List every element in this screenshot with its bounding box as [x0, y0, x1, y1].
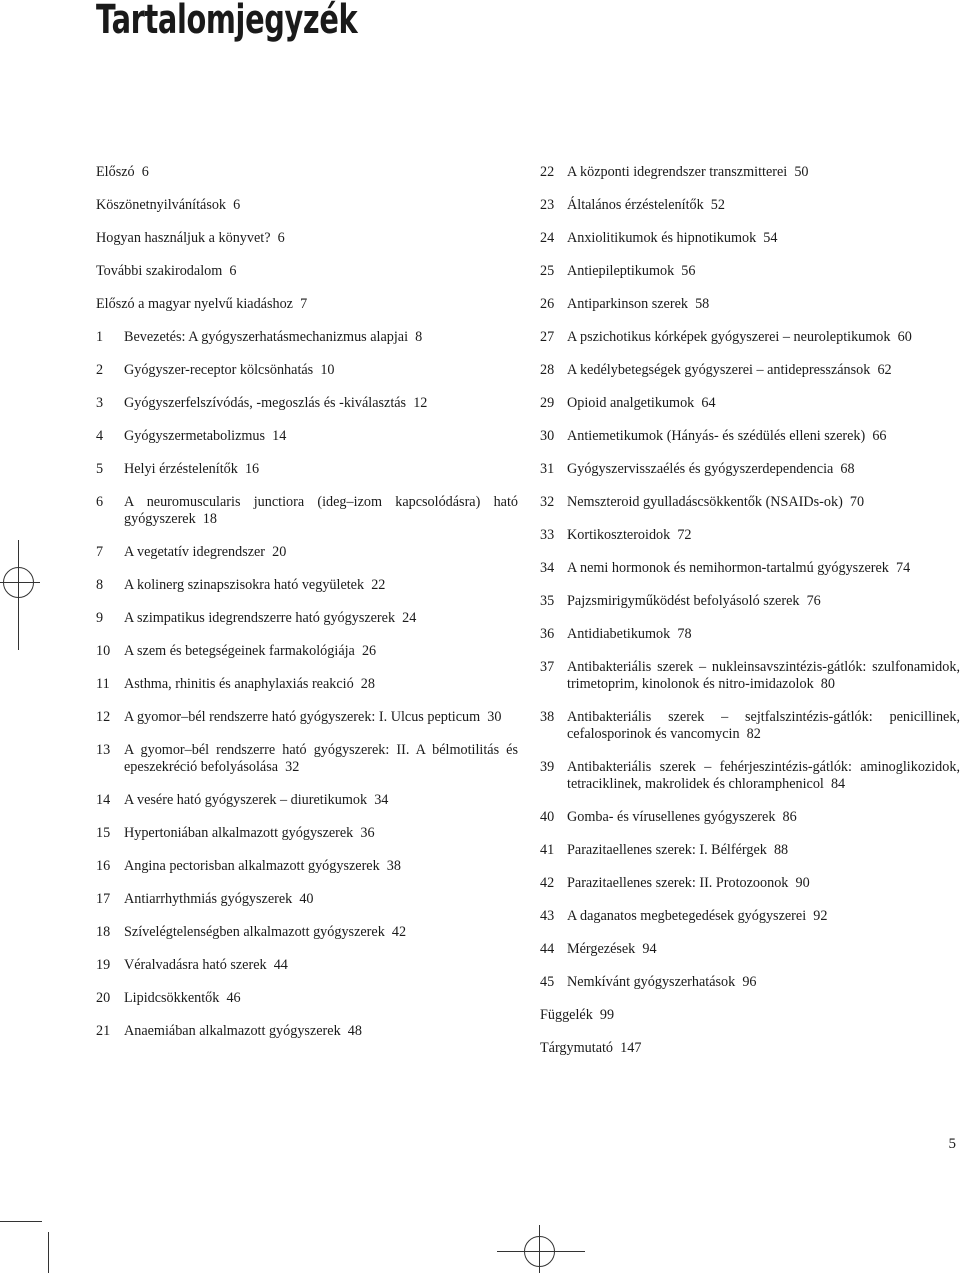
toc-entry	[540, 197, 960, 214]
chapter-number: 6	[96, 494, 104, 510]
toc-entry	[540, 428, 960, 445]
chapter-title: A kedélybetegségek gyógyszerei – antidepresszánsok	[567, 362, 871, 378]
toc-entry	[96, 544, 518, 561]
chapter-number: 15	[96, 825, 111, 841]
chapter-number: 26	[540, 296, 555, 312]
chapter-number: 31	[540, 461, 555, 477]
toc-entry	[540, 809, 960, 826]
toc-entry	[96, 197, 518, 214]
toc-entry	[540, 461, 960, 478]
chapter-number: 5	[96, 461, 104, 477]
chapter-title-line	[96, 296, 518, 313]
chapter-title-line	[567, 709, 960, 743]
chapter-page: 26	[361, 643, 377, 659]
chapter-title: Függelék	[540, 1007, 593, 1023]
toc-entry	[96, 1023, 518, 1040]
toc-entry	[540, 1040, 960, 1057]
chapter-number: 2	[96, 362, 104, 378]
chapter-title-line	[567, 263, 960, 280]
chapter-title: Tárgymutató	[540, 1040, 614, 1056]
chapter-page: 62	[877, 362, 892, 378]
chapter-title-line	[567, 659, 960, 693]
chapter-title-line	[567, 461, 960, 478]
toc-entry	[96, 494, 518, 528]
chapter-number: 39	[540, 759, 555, 775]
chapter-page: 86	[782, 809, 797, 825]
chapter-title-line	[124, 494, 518, 528]
toc-entry	[96, 395, 518, 412]
toc-entry	[96, 825, 518, 842]
chapter-title: Antibakteriális szerek – fehérjeszintézis-gátlók: aminoglikozidok, tetraciklinek, makrolidek és chloramphenicol	[567, 759, 960, 792]
chapter-title: A vegetatív idegrendszer	[124, 544, 266, 560]
chapter-page: 70	[849, 494, 865, 510]
chapter-title: Angina pectorisban alkalmazott gyógyszerek	[124, 858, 380, 874]
chapter-number: 18	[96, 924, 111, 940]
chapter-title-line	[567, 809, 960, 826]
chapter-title-line	[124, 891, 518, 908]
toc-entry	[96, 792, 518, 809]
chapter-page: 32	[285, 759, 300, 775]
chapter-title: Antibakteriális szerek – nukleinsavszintézis-gátlók: szulfonamidok, trimetoprim, kinolonok és nitro-imidazolok	[567, 659, 960, 692]
chapter-page: 72	[677, 527, 692, 543]
chapter-title: Hypertoniában alkalmazott gyógyszerek	[124, 825, 354, 841]
chapter-number: 28	[540, 362, 555, 378]
chapter-title-line	[96, 164, 518, 181]
chapter-page: 76	[806, 593, 821, 609]
chapter-title: Antiemetikumok (Hányás- és szédülés elleni szerek)	[567, 428, 866, 444]
chapter-title-line	[567, 842, 960, 859]
chapter-page: 64	[701, 395, 716, 411]
chapter-title-line	[567, 428, 960, 445]
chapter-number: 24	[540, 230, 555, 246]
chapter-title: Antidiabetikumok	[567, 626, 671, 642]
chapter-title: Általános érzéstelenítők	[567, 197, 704, 213]
chapter-title-line	[124, 461, 518, 478]
chapter-title: A neuromuscularis junctiora (ideg–izom kapcsolódásra) ható gyógyszerek	[124, 494, 518, 527]
toc-entry	[540, 659, 960, 693]
chapter-title: A kolinerg szinapszisokra ható vegyületek	[124, 577, 365, 593]
chapter-title-line	[124, 643, 518, 660]
chapter-title: Köszönetnyilvánítások	[96, 197, 227, 213]
chapter-title: Antibakteriális szerek – sejtfalszintézis-gátlók: penicillinek, cefalosporinok és vancomycin	[567, 709, 960, 742]
chapter-number: 11	[96, 676, 110, 692]
chapter-number: 37	[540, 659, 555, 675]
toc-entry	[96, 230, 518, 247]
chapter-title: Antiparkinson szerek	[567, 296, 688, 312]
chapter-title: Pajzsmirigyműködést befolyásoló szerek	[567, 593, 800, 609]
chapter-page: 78	[677, 626, 692, 642]
chapter-page: 46	[226, 990, 241, 1006]
chapter-number: 8	[96, 577, 104, 593]
chapter-page: 147	[620, 1040, 642, 1056]
chapter-page: 60	[897, 329, 912, 345]
chapter-title: Mérgezések	[567, 941, 636, 957]
chapter-page: 24	[402, 610, 417, 626]
chapter-page: 84	[830, 776, 846, 792]
chapter-title-line	[96, 263, 518, 280]
toc-entry	[540, 1007, 960, 1024]
chapter-page: 6	[141, 164, 149, 180]
toc-entry	[96, 610, 518, 627]
chapter-number: 9	[96, 610, 104, 626]
toc-entry	[540, 842, 960, 859]
chapter-page: 52	[710, 197, 725, 213]
chapter-page: 34	[374, 792, 389, 808]
toc-entry	[96, 362, 518, 379]
chapter-title: Parazitaellenes szerek: II. Protozoonok	[567, 875, 789, 891]
toc-entry	[540, 908, 960, 925]
chapter-title-line	[124, 428, 518, 445]
chapter-number: 45	[540, 974, 555, 990]
chapter-title: A vesére ható gyógyszerek – diuretikumok	[124, 792, 368, 808]
chapter-title-line	[124, 676, 518, 693]
chapter-title-line	[124, 990, 518, 1007]
chapter-title: Gyógyszer-receptor kölcsönhatás	[124, 362, 314, 378]
chapter-number: 3	[96, 395, 104, 411]
chapter-number: 13	[96, 742, 111, 758]
chapter-number: 38	[540, 709, 555, 725]
toc-entry	[96, 461, 518, 478]
chapter-title: Előszó a magyar nyelvű kiadáshoz	[96, 296, 293, 312]
chapter-title-line	[124, 742, 518, 776]
toc-entry	[96, 742, 518, 776]
chapter-title-line	[567, 296, 960, 313]
chapter-title: A központi idegrendszer transzmitterei	[567, 164, 788, 180]
chapter-title-line	[124, 577, 518, 594]
chapter-title: Helyi érzéstelenítők	[124, 461, 238, 477]
chapter-title: Anaemiában alkalmazott gyógyszerek	[124, 1023, 341, 1039]
chapter-page: 10	[320, 362, 335, 378]
chapter-title: Opioid analgetikumok	[567, 395, 695, 411]
toc-entry	[540, 709, 960, 743]
chapter-title-line	[567, 197, 960, 214]
chapter-number: 30	[540, 428, 555, 444]
toc-entry	[540, 164, 960, 181]
chapter-page: 94	[642, 941, 657, 957]
page-number: 5	[948, 1136, 956, 1152]
chapter-page: 68	[840, 461, 855, 477]
chapter-page: 56	[681, 263, 696, 279]
toc-entry	[540, 527, 960, 544]
chapter-number: 36	[540, 626, 555, 642]
toc-right-column	[540, 164, 960, 1073]
chapter-number: 32	[540, 494, 555, 510]
chapter-page: 6	[277, 230, 285, 246]
chapter-page: 18	[202, 511, 217, 527]
chapter-number: 25	[540, 263, 555, 279]
chapter-number: 42	[540, 875, 555, 891]
chapter-number: 35	[540, 593, 555, 609]
chapter-title-line	[567, 759, 960, 793]
chapter-title-line	[96, 197, 518, 214]
chapter-number: 21	[96, 1023, 111, 1039]
toc-entry	[540, 875, 960, 892]
toc-entry	[540, 626, 960, 643]
toc-entry	[96, 329, 518, 346]
chapter-title-line	[124, 957, 518, 974]
toc-entry	[540, 362, 960, 379]
chapter-number: 19	[96, 957, 111, 973]
chapter-title-line	[124, 924, 518, 941]
chapter-page: 42	[391, 924, 407, 940]
chapter-page: 58	[695, 296, 710, 312]
toc-entry	[540, 759, 960, 793]
chapter-title-line	[540, 1040, 960, 1057]
chapter-title-line	[124, 825, 518, 842]
chapter-page: 6	[233, 197, 241, 213]
chapter-title-line	[124, 329, 518, 346]
chapter-title: Kortikoszteroidok	[567, 527, 671, 543]
chapter-title-line	[124, 792, 518, 809]
chapter-title-line	[567, 974, 960, 991]
chapter-page: 16	[244, 461, 260, 477]
chapter-title: A daganatos megbetegedések gyógyszerei	[567, 908, 807, 924]
chapter-title: Gyógyszerfelszívódás, -megoszlás és -kiválasztás	[124, 395, 407, 411]
chapter-page: 80	[820, 676, 835, 692]
chapter-title: Gyógyszermetabolizmus	[124, 428, 266, 444]
chapter-page: 90	[795, 875, 810, 891]
chapter-number: 40	[540, 809, 555, 825]
chapter-title-line	[124, 395, 518, 412]
chapter-title-line	[567, 941, 960, 958]
toc-entry	[540, 494, 960, 511]
chapter-number: 14	[96, 792, 111, 808]
chapter-page: 82	[746, 726, 761, 742]
toc-entry	[96, 957, 518, 974]
chapter-page: 50	[794, 164, 809, 180]
chapter-number: 29	[540, 395, 555, 411]
chapter-number: 27	[540, 329, 555, 345]
toc-entry	[540, 395, 960, 412]
chapter-page: 22	[371, 577, 386, 593]
page-title: Tartalomjegyzék	[96, 0, 358, 43]
chapter-title-line	[567, 908, 960, 925]
chapter-title: Antiepileptikumok	[567, 263, 675, 279]
chapter-title: A nemi hormonok és nemihormon-tartalmú gyógyszerek	[567, 560, 889, 576]
chapter-title-line	[567, 875, 960, 892]
chapter-title: Hogyan használjuk a könyvet?	[96, 230, 271, 246]
toc-entry	[96, 990, 518, 1007]
chapter-number: 1	[96, 329, 104, 345]
chapter-page: 38	[386, 858, 401, 874]
chapter-title-line	[124, 709, 518, 726]
chapter-number: 41	[540, 842, 555, 858]
chapter-title-line	[567, 395, 960, 412]
chapter-title: Anxiolitikumok és hipnotikumok	[567, 230, 757, 246]
toc-entry	[96, 924, 518, 941]
chapter-number: 44	[540, 941, 555, 957]
chapter-page: 40	[299, 891, 314, 907]
chapter-title: Antiarrhythmiás gyógyszerek	[124, 891, 293, 907]
chapter-title: Bevezetés: A gyógyszerhatásmechanizmus alapjai	[124, 329, 409, 345]
chapter-title: Gomba- és vírusellenes gyógyszerek	[567, 809, 776, 825]
chapter-page: 92	[813, 908, 828, 924]
chapter-title-line	[567, 560, 960, 577]
chapter-title-line	[124, 610, 518, 627]
toc-entry	[540, 593, 960, 610]
toc-entry	[96, 709, 518, 726]
chapter-page: 54	[763, 230, 778, 246]
chapter-page: 44	[273, 957, 288, 973]
chapter-number: 22	[540, 164, 555, 180]
chapter-title-line	[567, 527, 960, 544]
chapter-page: 96	[742, 974, 757, 990]
chapter-title-line	[567, 230, 960, 247]
toc-entry	[96, 643, 518, 660]
chapter-title-line	[124, 362, 518, 379]
chapter-title: Véralvadásra ható szerek	[124, 957, 267, 973]
toc-entry	[96, 296, 518, 313]
chapter-number: 4	[96, 428, 104, 444]
chapter-title: Előszó	[96, 164, 135, 180]
chapter-number: 7	[96, 544, 104, 560]
chapter-page: 8	[415, 329, 423, 345]
chapter-page: 30	[487, 709, 502, 725]
chapter-title: A szem és betegségeinek farmakológiája	[124, 643, 355, 659]
chapter-number: 43	[540, 908, 555, 924]
chapter-number: 23	[540, 197, 555, 213]
chapter-title: A pszichotikus kórképek gyógyszerei – neuroleptikumok	[567, 329, 891, 345]
toc-entry	[540, 296, 960, 313]
chapter-title: A gyomor–bél rendszerre ható gyógyszerek: I. Ulcus pepticum	[124, 709, 481, 725]
chapter-title-line	[124, 1023, 518, 1040]
chapter-title: Gyógyszervisszaélés és gyógyszerdependencia	[567, 461, 834, 477]
chapter-page: 6	[229, 263, 237, 279]
chapter-page: 99	[599, 1007, 615, 1023]
chapter-title-line	[567, 362, 960, 379]
toc-entry	[540, 941, 960, 958]
chapter-title: Nemkívánt gyógyszerhatások	[567, 974, 736, 990]
chapter-page: 12	[413, 395, 428, 411]
chapter-number: 20	[96, 990, 111, 1006]
toc-entry	[96, 577, 518, 594]
chapter-title: További szakirodalom	[96, 263, 223, 279]
toc-entry	[96, 263, 518, 280]
chapter-page: 20	[272, 544, 287, 560]
toc-entry	[96, 891, 518, 908]
chapter-title-line	[567, 626, 960, 643]
chapter-page: 88	[773, 842, 789, 858]
chapter-title: A gyomor–bél rendszerre ható gyógyszerek: II. A bélmotilitás és epeszekréció befolyásolása	[124, 742, 518, 775]
chapter-page: 48	[347, 1023, 362, 1039]
chapter-title-line	[567, 494, 960, 511]
toc-entry	[540, 263, 960, 280]
chapter-number: 17	[96, 891, 111, 907]
chapter-title: A szimpatikus idegrendszerre ható gyógyszerek	[124, 610, 396, 626]
chapter-title: Asthma, rhinitis és anaphylaxiás reakció	[124, 676, 354, 692]
toc-entry	[540, 230, 960, 247]
chapter-title: Szívelégtelenségben alkalmazott gyógyszerek	[124, 924, 385, 940]
toc-entry	[540, 974, 960, 991]
chapter-page: 28	[360, 676, 375, 692]
chapter-page: 36	[360, 825, 375, 841]
chapter-page: 74	[896, 560, 911, 576]
chapter-title-line	[124, 858, 518, 875]
toc-entry	[96, 428, 518, 445]
toc-left-column	[96, 164, 518, 1056]
toc-entry	[96, 676, 518, 693]
chapter-title: Lipidcsökkentők	[124, 990, 220, 1006]
chapter-number: 16	[96, 858, 111, 874]
chapter-title-line	[96, 230, 518, 247]
toc-entry	[96, 164, 518, 181]
chapter-title: Parazitaellenes szerek: I. Bélférgek	[567, 842, 767, 858]
chapter-page: 66	[872, 428, 887, 444]
chapter-number: 33	[540, 527, 555, 543]
chapter-title-line	[124, 544, 518, 561]
chapter-title-line	[567, 329, 960, 346]
chapter-number: 10	[96, 643, 111, 659]
chapter-title: Nemszteroid gyulladáscsökkentők (NSAIDs-ok)	[567, 494, 843, 510]
chapter-page: 7	[300, 296, 308, 312]
chapter-title-line	[567, 164, 960, 181]
toc-entry	[96, 858, 518, 875]
chapter-number: 12	[96, 709, 111, 725]
chapter-number: 34	[540, 560, 555, 576]
toc-entry	[540, 560, 960, 577]
toc-entry	[540, 329, 960, 346]
chapter-title-line	[567, 593, 960, 610]
chapter-title-line	[540, 1007, 960, 1024]
chapter-page: 14	[272, 428, 287, 444]
